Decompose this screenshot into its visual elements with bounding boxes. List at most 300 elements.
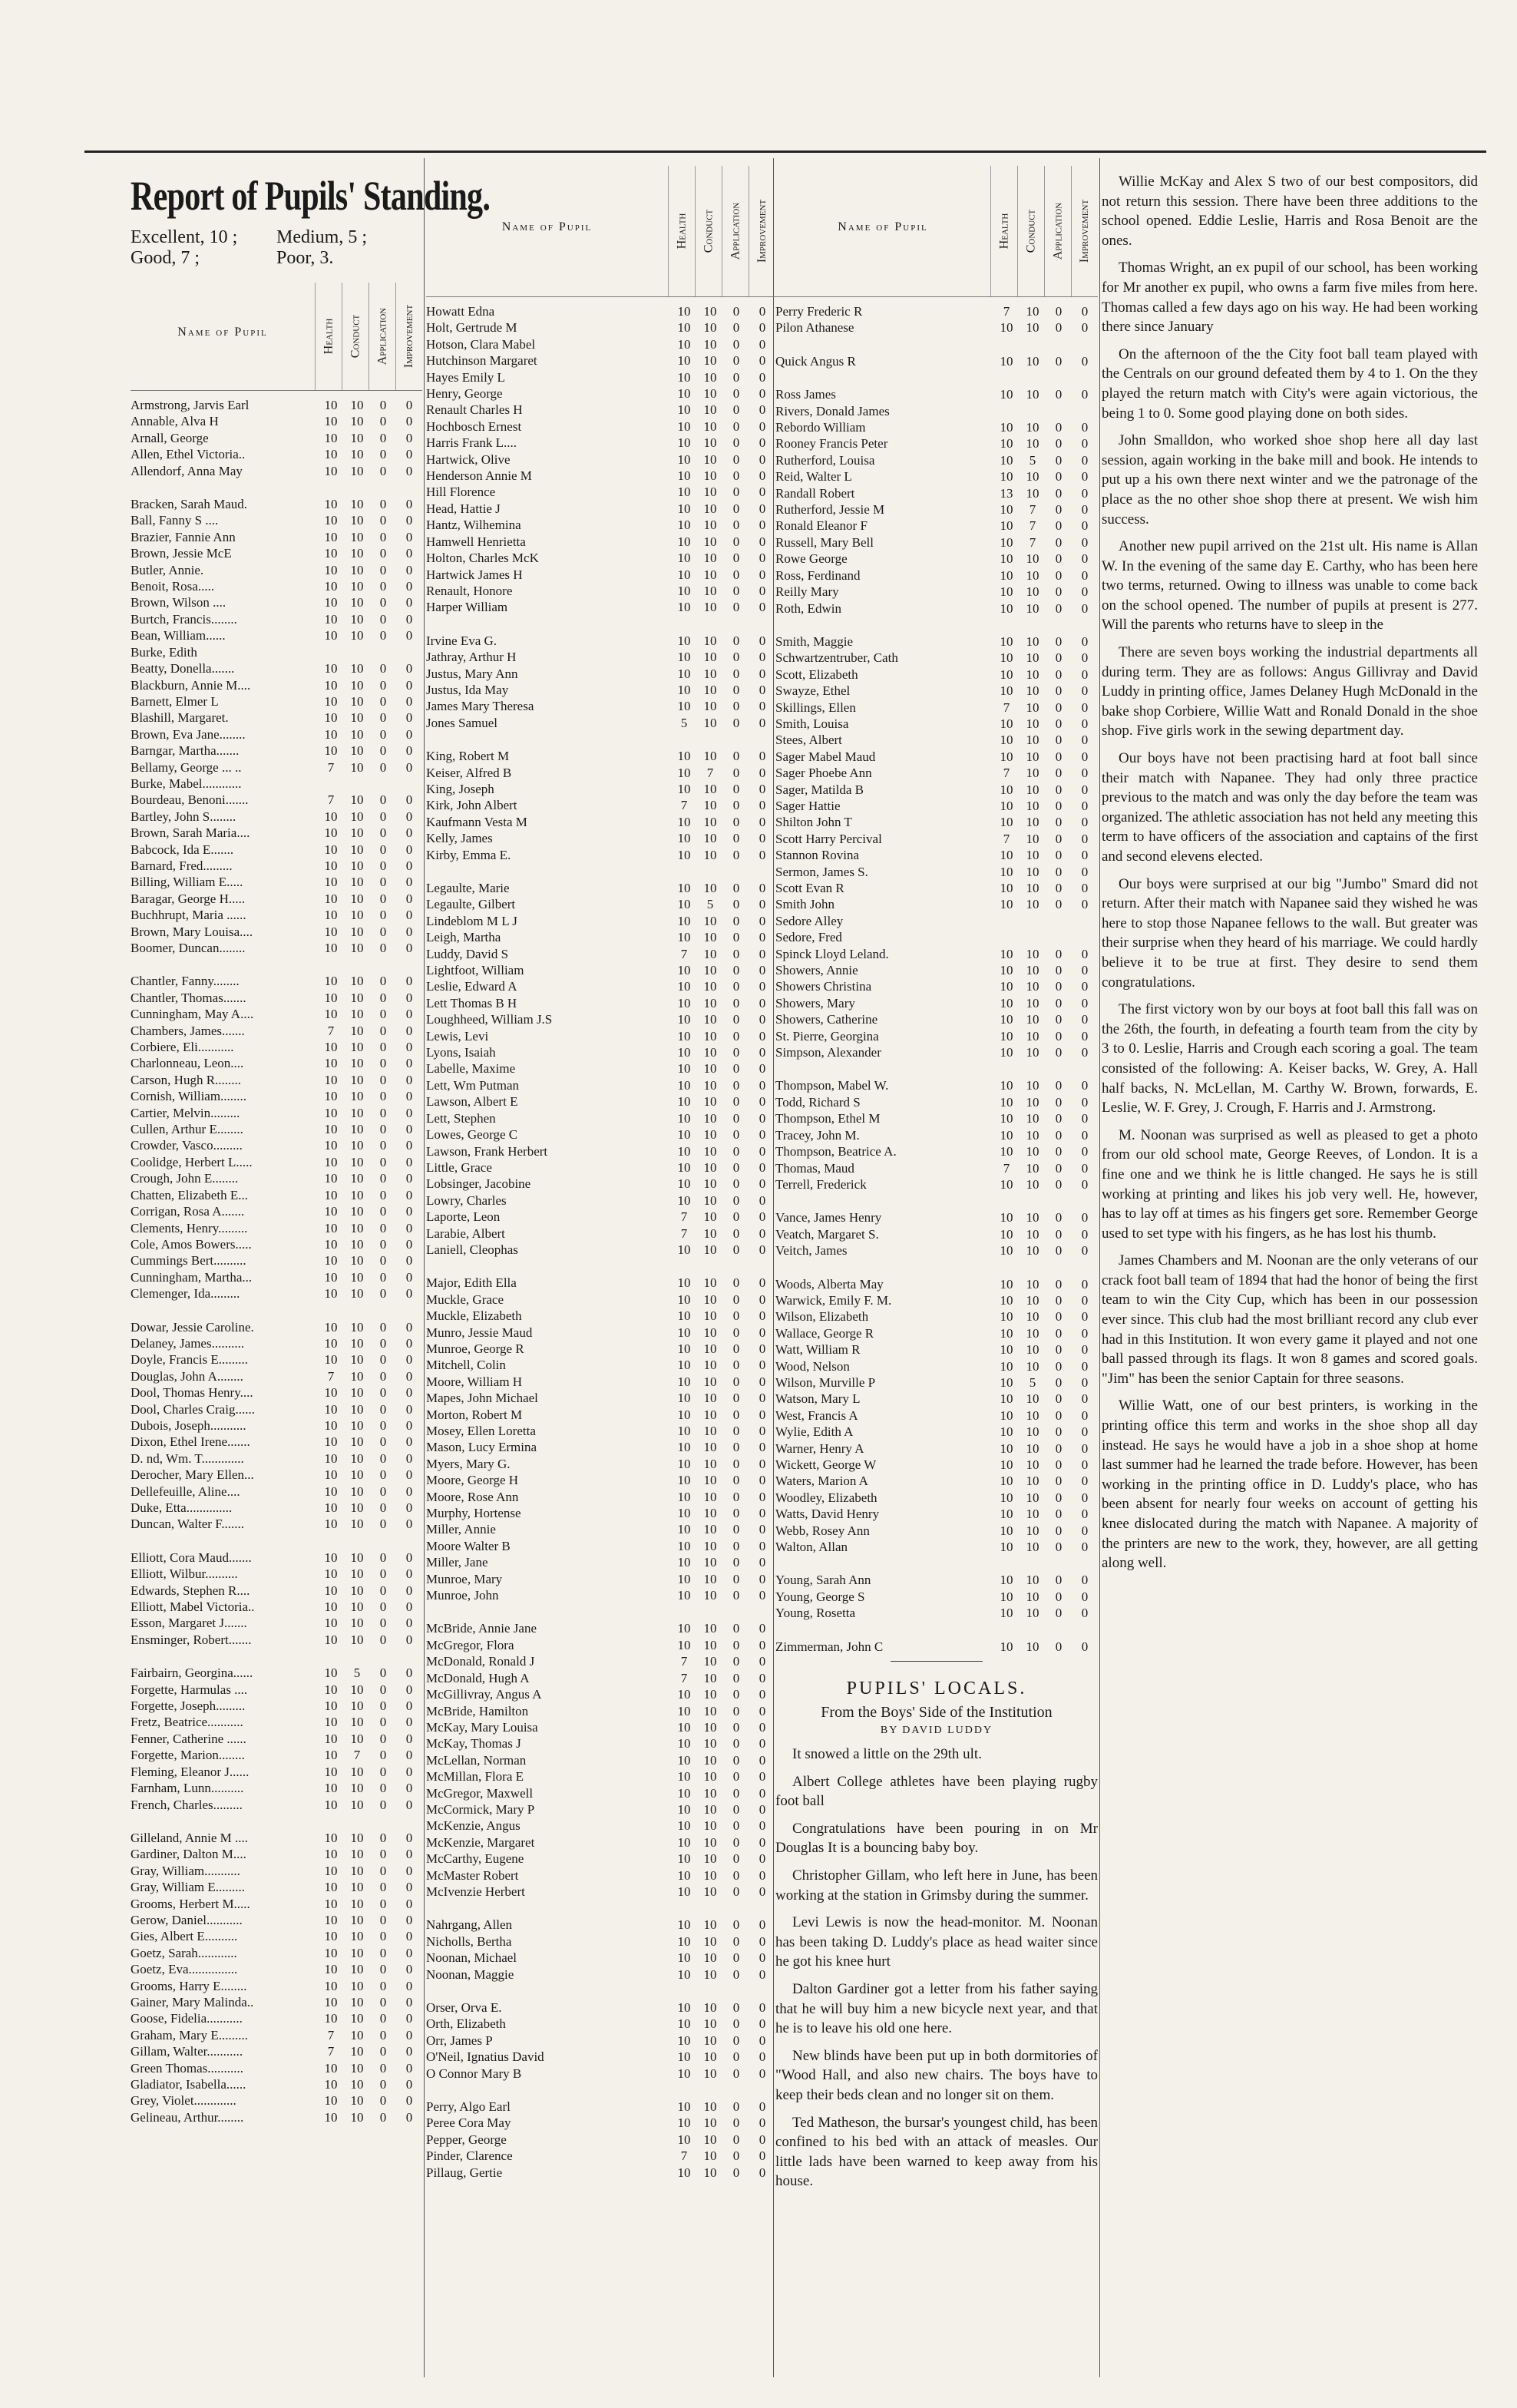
health-score: 10	[677, 336, 691, 352]
health-score: 10	[324, 2011, 338, 2026]
pupil-name: Tracey, John M.	[775, 1127, 860, 1143]
improvement-score: 0	[1081, 584, 1089, 600]
application-score: 0	[732, 946, 740, 961]
news-paragraph: Congratulations have been pouring in on Mr Douglas It is a bouncing baby boy.	[775, 1820, 1098, 1857]
application-score: 0	[379, 661, 387, 676]
list-item	[426, 1950, 775, 1966]
column-header	[426, 158, 775, 297]
conduct-score: 10	[350, 825, 364, 841]
conduct-score: 10	[350, 1204, 364, 1219]
conduct-score: 10	[350, 891, 364, 906]
health-score: 10	[1000, 1176, 1013, 1192]
improvement-score: 0	[405, 1682, 413, 1697]
pupil-name: Dool, Charles Craig......	[131, 1401, 255, 1417]
pupil-name: Young, Rosetta	[775, 1606, 856, 1621]
list-gap	[775, 1555, 1098, 1572]
improvement-score: 0	[758, 913, 766, 928]
health-score: 10	[1000, 749, 1013, 764]
news-paragraph: Dalton Gardiner got a letter from his father saying that he will buy him a new bicycle next year, and that he is to leave his old one here.	[775, 1981, 1098, 2037]
improvement-score: 0	[405, 1105, 413, 1120]
list-item	[426, 814, 775, 830]
pupil-name: Crowder, Vasco.........	[131, 1138, 243, 1153]
improvement-score: 0	[758, 1226, 766, 1241]
pupil-name: Cornish, William........	[131, 1089, 247, 1104]
conduct-score: 10	[350, 2060, 364, 2076]
conduct-score: 10	[350, 1550, 364, 1565]
application-score: 0	[379, 1434, 387, 1450]
list-item	[131, 1879, 422, 1895]
pupil-name: Lawson, Albert E	[426, 1094, 518, 1110]
application-score: 0	[379, 1962, 387, 1977]
conduct-score: 10	[350, 562, 364, 577]
improvement-score: 0	[758, 1538, 766, 1553]
improvement-score: 0	[1081, 1111, 1089, 1126]
pupil-name: Woodley, Elizabeth	[775, 1490, 877, 1505]
conduct-score: 10	[1026, 1176, 1039, 1192]
health-score: 10	[324, 1945, 338, 1960]
improvement-score: 0	[758, 1752, 766, 1768]
health-score: 10	[677, 650, 691, 665]
improvement-score: 0	[1081, 700, 1089, 715]
list-gap	[775, 1192, 1098, 1209]
health-score: 7	[1003, 766, 1010, 781]
list-item	[131, 1023, 422, 1039]
application-score: 0	[379, 1253, 387, 1268]
list-item	[775, 551, 1098, 567]
application-score: 0	[732, 1209, 740, 1225]
improvement-score: 0	[1081, 1144, 1089, 1159]
conduct-score: 10	[1026, 650, 1039, 666]
header-name: Name of Pupil	[177, 326, 268, 339]
application-score: 0	[1055, 716, 1063, 731]
application-score: 0	[1055, 1474, 1063, 1489]
application-score: 0	[1055, 452, 1063, 468]
pupil-name: McBride, Annie Jane	[426, 1621, 537, 1636]
list-item	[426, 484, 775, 500]
list-item	[775, 386, 1098, 402]
conduct-score: 10	[703, 336, 717, 352]
application-score: 0	[379, 1450, 387, 1466]
news-paragraph: Levi Lewis is now the head-monitor. M. Noonan has been taking D. Luddy's place as head waiter since he got his knee hurt	[775, 1914, 1098, 1970]
application-score: 0	[732, 963, 740, 978]
list-item	[131, 1994, 422, 2010]
pupil-name: McDonald, Hugh A	[426, 1670, 530, 1685]
health-score: 10	[677, 2049, 691, 2065]
application-score: 0	[1055, 1111, 1063, 1126]
health-score: 10	[1000, 320, 1013, 336]
conduct-score: 10	[703, 963, 717, 978]
improvement-score: 0	[405, 1352, 413, 1368]
pupil-name: Goetz, Eva...............	[131, 1962, 238, 1977]
health-score: 10	[1000, 1325, 1013, 1341]
pupil-name: Reid, Walter L	[775, 469, 852, 485]
list-item	[426, 1044, 775, 1060]
pupil-list	[131, 397, 422, 2125]
conduct-score: 10	[1026, 897, 1039, 912]
list-item	[131, 1335, 422, 1351]
health-score: 10	[324, 1632, 338, 1647]
conduct-score: 10	[1026, 1094, 1039, 1110]
list-item	[426, 1653, 775, 1669]
application-score: 0	[732, 1637, 740, 1652]
application-score	[370, 776, 396, 792]
list-item	[131, 1896, 422, 1912]
application-score: 0	[732, 567, 740, 582]
news-paragraph: James Chambers and M. Noonan are the only veterans of our crack foot ball team of 1894 that had the honor of being the first team to win the City Cup, which has been in our possession ever since. This club had the most brilliant record any club ever had in this Institution. It won every game it played and not one ball passed through its flags. It won 8 games and scored goals. "Jim" has been the senior Captain for three seasons.	[1102, 1252, 1478, 1387]
list-item	[775, 1160, 1098, 1176]
application-score: 0	[379, 414, 387, 429]
conduct-score: 10	[350, 2109, 364, 2125]
list-item	[131, 990, 422, 1006]
application-score: 0	[732, 1506, 740, 1521]
pupil-name: Burtch, Francis........	[131, 611, 237, 627]
application-score: 0	[1055, 1028, 1063, 1044]
health-score: 10	[324, 726, 338, 742]
improvement-score: 0	[405, 562, 413, 577]
pupil-name: Perry Frederic R	[775, 304, 863, 319]
conduct-score: 10	[350, 1105, 364, 1120]
conduct-score: 10	[703, 1917, 717, 1933]
conduct-score: 10	[703, 1473, 717, 1488]
application-score: 0	[732, 1654, 740, 1669]
pupil-name: Peree Cora May	[426, 2115, 511, 2131]
application-score: 0	[379, 710, 387, 726]
application-score: 0	[1055, 1309, 1063, 1325]
list-item	[131, 1599, 422, 1615]
pupil-name: Loughheed, William J.S	[426, 1012, 553, 1027]
list-item	[426, 1439, 775, 1455]
application-score: 0	[1055, 881, 1063, 895]
improvement-score	[396, 776, 422, 792]
pupil-name: Ross, Ferdinand	[775, 567, 861, 583]
application-score: 0	[732, 600, 740, 615]
application-score: 0	[732, 304, 740, 319]
improvement-score: 0	[1081, 716, 1089, 731]
conduct-score: 10	[703, 1159, 717, 1175]
health-score: 10	[1000, 1094, 1013, 1110]
improvement-score: 0	[758, 1489, 766, 1504]
application-score: 0	[732, 749, 740, 764]
conduct-score: 10	[703, 715, 717, 730]
grade-good: Good, 7 ;	[131, 248, 200, 268]
improvement-score: 0	[1081, 864, 1089, 879]
list-item	[775, 419, 1098, 435]
list-item	[426, 1325, 775, 1341]
conduct-score: 10	[703, 847, 717, 862]
conduct-score: 10	[1026, 1012, 1039, 1027]
pupil-name: Barngar, Martha.......	[131, 743, 240, 759]
list-item	[131, 1417, 422, 1434]
list-item	[426, 666, 775, 682]
pupil-name: Laporte, Leon	[426, 1209, 501, 1225]
application-score: 0	[732, 2099, 740, 2115]
conduct-score: 10	[1026, 881, 1039, 895]
application-score: 0	[732, 2033, 740, 2048]
pupil-name: Henderson Annie M	[426, 468, 532, 484]
improvement-score: 0	[1081, 1490, 1089, 1505]
pupil-name: Ross James	[775, 387, 836, 402]
conduct-score: 10	[350, 1994, 364, 2009]
list-item	[775, 468, 1098, 485]
improvement-score: 0	[1081, 551, 1089, 567]
pupil-name: French, Charles.........	[131, 1797, 243, 1812]
improvement-score: 0	[758, 814, 766, 829]
application-score: 0	[379, 1385, 387, 1401]
header-name: Name of Pupil	[838, 220, 928, 233]
improvement-score: 0	[405, 1929, 413, 1944]
improvement-score: 0	[405, 1830, 413, 1845]
application-score: 0	[379, 1781, 387, 1796]
health-score: 10	[677, 1275, 691, 1291]
application-score: 0	[1055, 1573, 1063, 1588]
grade-excellent: Excellent, 10 ;	[131, 227, 238, 247]
health-score: 10	[677, 1473, 691, 1488]
conduct-score: 10	[1026, 1325, 1039, 1341]
news-paragraph: There are seven boys working the industrial departments all during term. They are as follows: Angus Gillivray and David Luddy in printing office, James Delaney Hugh McDonald in the bake shop Corbiere, Willie Watt and Ronald Donald in the shoe shop. Five girls work in the sewing department day.	[1102, 644, 1478, 739]
application-score: 0	[379, 1187, 387, 1202]
improvement-score: 0	[1081, 1540, 1089, 1555]
news-paragraph: John Smalldon, who worked shoe shop here all day last session, again working in the bake mill and book. He intends to put up a his own there next winter and we the patronage of the place as the no other shoe shop there at present. We wish him success.	[1102, 432, 1478, 528]
list-item	[426, 1521, 775, 1537]
conduct-score: 10	[350, 792, 364, 808]
pupil-name: Gray, William E.........	[131, 1880, 245, 1895]
health-score: 10	[677, 2165, 691, 2180]
health-score: 10	[324, 1204, 338, 1219]
improvement-score: 0	[1081, 452, 1089, 468]
health-score: 10	[677, 583, 691, 598]
application-score: 0	[1055, 469, 1063, 485]
conduct-score: 10	[350, 1632, 364, 1647]
conduct-score: 10	[703, 567, 717, 582]
list-item	[131, 1088, 422, 1104]
conduct-score: 10	[350, 447, 364, 462]
pupil-name: Legaulte, Gilbert	[426, 897, 516, 912]
pupil-name: Muckle, Elizabeth	[426, 1308, 522, 1324]
list-item	[426, 1028, 775, 1044]
list-item	[426, 1768, 775, 1784]
list-gap	[426, 731, 775, 748]
pupil-name: Thompson, Beatrice A.	[775, 1144, 897, 1159]
pupil-name: McKay, Mary Louisa	[426, 1719, 538, 1735]
health-score: 10	[1000, 1391, 1013, 1407]
conduct-score: 10	[1026, 304, 1039, 319]
improvement-score: 0	[405, 2060, 413, 2076]
improvement-score: 0	[405, 1434, 413, 1450]
application-score: 0	[1055, 1523, 1063, 1538]
improvement-score: 0	[405, 677, 413, 693]
header-application: Application	[1044, 166, 1071, 296]
improvement-score: 0	[1081, 963, 1089, 978]
application-score: 0	[732, 518, 740, 533]
improvement-score: 0	[1081, 1226, 1089, 1242]
application-score: 0	[1055, 650, 1063, 666]
list-item	[131, 1170, 422, 1186]
header-improvement: Improvement	[1071, 166, 1098, 296]
list-item	[131, 710, 422, 726]
application-score: 0	[1055, 1160, 1063, 1176]
conduct-score: 10	[703, 1950, 717, 1966]
application-score: 0	[732, 1801, 740, 1817]
improvement-score: 0	[405, 1962, 413, 1977]
health-score: 10	[324, 1698, 338, 1714]
application-score: 0	[732, 913, 740, 928]
health-score: 10	[677, 1818, 691, 1834]
improvement-score: 0	[405, 825, 413, 841]
application-score: 0	[732, 1769, 740, 1784]
conduct-score: 10	[703, 2148, 717, 2164]
application-score: 0	[732, 1061, 740, 1077]
improvement-score: 0	[405, 430, 413, 445]
conduct-score: 10	[1026, 436, 1039, 452]
list-item	[131, 677, 422, 693]
application-score: 0	[732, 551, 740, 566]
pupil-name: Blackburn, Annie M....	[131, 677, 251, 693]
locals-byline: BY DAVID LUDDY	[880, 1725, 993, 1737]
application-score: 0	[379, 1847, 387, 1862]
health-score: 10	[677, 881, 691, 895]
list-item	[426, 1357, 775, 1373]
pupil-name: Simpson, Alexander	[775, 1045, 881, 1060]
pupil-name: Reilly Mary	[775, 584, 839, 600]
news-paragraph: Christopher Gillam, who left here in June, has been working at the station in Grimsby during the summer.	[775, 1867, 1098, 1904]
pupil-name: Nahrgang, Allen	[426, 1917, 513, 1933]
application-score: 0	[379, 611, 387, 627]
conduct-score: 10	[350, 2077, 364, 2092]
list-item	[426, 1242, 775, 1258]
list-item	[131, 693, 422, 710]
list-item	[426, 633, 775, 649]
list-item	[775, 1440, 1098, 1457]
list-item	[426, 1407, 775, 1423]
health-score: 10	[677, 2115, 691, 2131]
list-item	[775, 1044, 1098, 1060]
pupil-name: D. nd, Wm. T.............	[131, 1450, 244, 1466]
improvement-score: 0	[758, 1242, 766, 1257]
pupil-name: Sermon, James S.	[775, 864, 868, 879]
health-score: 10	[324, 414, 338, 429]
application-score: 0	[1055, 1127, 1063, 1143]
list-item	[426, 995, 775, 1011]
list-item	[426, 1933, 775, 1950]
pupil-name: Leslie, Edward A	[426, 979, 517, 994]
list-item	[131, 660, 422, 676]
application-score: 0	[1055, 387, 1063, 402]
locals-text-continued	[1102, 172, 1478, 1573]
conduct-score: 10	[1026, 848, 1039, 863]
improvement-score: 0	[405, 414, 413, 429]
news-paragraph: On the afternoon of the the City foot ball team played with the Centrals on our ground defeated them by 4 to 1. On the they played the return match with City's were again victorious, the being 1 to 0. Some good playing done on both sides.	[1102, 346, 1478, 422]
improvement-score: 0	[405, 595, 413, 610]
conduct-score: 10	[703, 320, 717, 336]
improvement-score: 0	[1081, 995, 1089, 1011]
pupil-name: Barnard, Fred.........	[131, 858, 233, 873]
list-item	[426, 1587, 775, 1603]
conduct-score	[1020, 403, 1046, 419]
health-score: 10	[1000, 1507, 1013, 1522]
pupil-name: Elliott, Mabel Victoria..	[131, 1599, 255, 1615]
improvement-score: 0	[1081, 600, 1089, 616]
application-score: 0	[732, 1538, 740, 1553]
improvement-score: 0	[405, 809, 413, 824]
pupil-name: Boomer, Duncan........	[131, 941, 246, 955]
pupil-name: Gainer, Mary Malinda..	[131, 1994, 254, 2009]
conduct-score: 10	[703, 1801, 717, 1817]
health-score: 10	[1000, 1639, 1013, 1654]
improvement-score: 0	[758, 1588, 766, 1603]
application-score: 0	[1055, 1144, 1063, 1159]
improvement-score: 0	[758, 1110, 766, 1126]
improvement-score: 0	[405, 726, 413, 742]
improvement-score: 0	[405, 1467, 413, 1483]
health-score: 10	[677, 1094, 691, 1110]
list-item	[775, 353, 1098, 369]
list-item	[131, 1912, 422, 1928]
pupil-name: Renault Charles H	[426, 402, 523, 418]
improvement-score: 0	[405, 1715, 413, 1730]
conduct-score: 10	[703, 1045, 717, 1060]
application-score: 0	[1055, 979, 1063, 994]
application-score: 0	[732, 1670, 740, 1685]
application-score: 0	[1055, 1606, 1063, 1621]
application-score: 0	[732, 1752, 740, 1768]
list-item	[131, 792, 422, 808]
pupil-name: Hantz, Wilhemina	[426, 518, 521, 533]
improvement-score: 0	[758, 518, 766, 533]
improvement-score: 0	[758, 1637, 766, 1652]
pupil-name: Hartwick James H	[426, 567, 523, 582]
pupil-name: Irvine Eva G.	[426, 633, 497, 648]
conduct-score: 10	[350, 1781, 364, 1796]
conduct-score: 10	[350, 858, 364, 873]
improvement-score: 0	[405, 579, 413, 594]
health-score: 10	[677, 353, 691, 369]
improvement-score: 0	[758, 320, 766, 336]
improvement-score: 0	[758, 402, 766, 418]
conduct-score: 10	[703, 1933, 717, 1949]
application-score: 0	[379, 1517, 387, 1532]
conduct-score: 10	[350, 430, 364, 445]
conduct-score: 10	[350, 1122, 364, 1137]
conduct-score: 10	[703, 2132, 717, 2147]
list-item	[426, 1374, 775, 1390]
conduct-score: 10	[703, 1966, 717, 1982]
conduct-score	[1020, 913, 1046, 929]
improvement-score: 0	[405, 1269, 413, 1285]
health-score: 10	[1000, 1127, 1013, 1143]
improvement-score: 0	[758, 304, 766, 319]
application-score: 0	[1055, 831, 1063, 846]
conduct-score: 10	[1026, 831, 1039, 846]
improvement-score: 0	[758, 1028, 766, 1044]
application-score: 0	[732, 1522, 740, 1537]
application-score: 0	[732, 452, 740, 467]
conduct-score: 10	[703, 1769, 717, 1784]
list-item	[131, 2043, 422, 2059]
application-score: 0	[379, 1401, 387, 1417]
conduct-score: 10	[350, 710, 364, 726]
health-score: 10	[1000, 353, 1013, 369]
pupil-name: Keiser, Alfred B	[426, 765, 512, 780]
pupil-name: Lobsinger, Jacobine	[426, 1176, 531, 1192]
list-item	[131, 924, 422, 940]
conduct-score: 10	[350, 1138, 364, 1153]
conduct-score: 10	[350, 1847, 364, 1862]
application-score: 0	[379, 842, 387, 857]
improvement-score: 0	[1081, 567, 1089, 583]
health-score: 10	[677, 1621, 691, 1636]
list-item	[775, 929, 1098, 945]
conduct-score	[344, 776, 370, 792]
